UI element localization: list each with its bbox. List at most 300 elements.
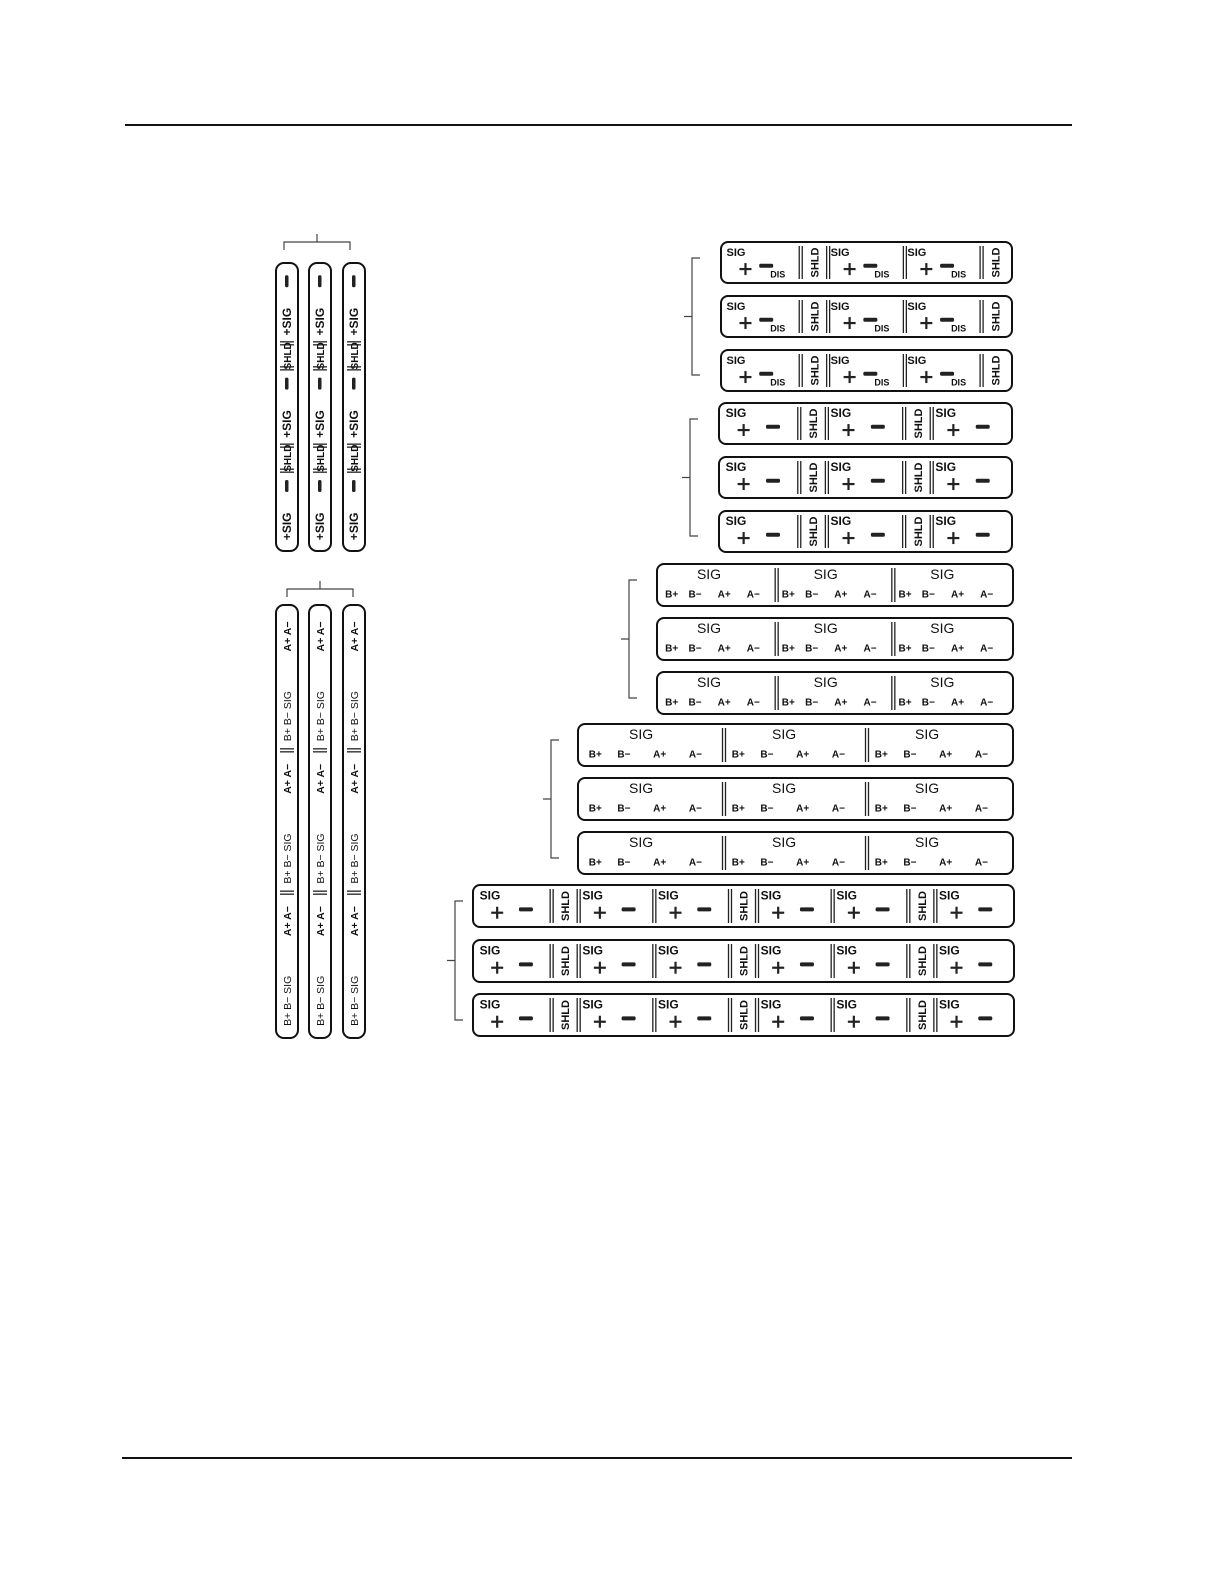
terminal-a-plus-label: A+ xyxy=(834,589,848,601)
sig-label: SIG xyxy=(760,888,782,903)
sig-label: +SIG xyxy=(313,512,327,541)
minus-icon xyxy=(766,425,780,429)
shield-section xyxy=(808,462,820,492)
shield-section xyxy=(913,516,925,546)
top-left-bracket xyxy=(284,234,350,250)
sig-label: SIG xyxy=(479,943,501,958)
terminal-b-plus-label: B+ xyxy=(781,697,795,709)
a-terminals-label: A+ A− xyxy=(349,621,361,652)
strip-outline xyxy=(343,605,365,1038)
a-terminals-label: A+ A− xyxy=(282,906,294,937)
terminal-a-minus-label: A− xyxy=(831,749,845,761)
terminal-strip-wide_sig_shld-4-0 xyxy=(473,885,1014,927)
sig-label: SIG xyxy=(930,620,955,637)
strip-outline xyxy=(309,263,331,551)
sig-label: SIG xyxy=(725,459,747,474)
terminal-b-plus-label: B+ xyxy=(898,589,912,601)
minus-icon xyxy=(871,425,885,429)
sig-label: SIG xyxy=(914,726,940,743)
sig-label: SIG xyxy=(813,620,838,637)
sig-label: SIG xyxy=(813,674,838,691)
terminal-a-plus-label: A+ xyxy=(717,589,731,601)
shld-label: SHLD xyxy=(316,342,327,370)
sig-label: +SIG xyxy=(280,307,294,336)
minus-icon xyxy=(285,378,289,390)
minus-icon xyxy=(352,480,356,492)
sig-label: SIG xyxy=(760,943,782,958)
minus-icon xyxy=(318,480,322,492)
terminal-a-minus-label: A− xyxy=(974,857,988,869)
sig-label: SIG xyxy=(726,246,746,259)
shld-label: SHLD xyxy=(809,301,822,332)
shld-label: SHLD xyxy=(808,516,821,547)
sig-label: SIG xyxy=(628,726,654,743)
shield-section xyxy=(917,1000,929,1030)
terminal-b-plus-label: B+ xyxy=(874,857,888,869)
shld-label: SHLD xyxy=(809,355,822,386)
sig-label: SIG xyxy=(830,246,850,259)
terminal-a-plus-label: A+ xyxy=(653,857,667,869)
shield-section xyxy=(283,342,294,369)
sig-label: SIG xyxy=(939,997,960,1012)
terminal-b-minus-label: B− xyxy=(617,857,631,869)
vertical-strip-top_group-1 xyxy=(309,263,331,551)
minus-icon xyxy=(976,533,990,537)
terminal-strip-quad_a-2-2 xyxy=(657,672,1013,714)
terminal-b-minus-label: B− xyxy=(921,697,935,709)
terminal-b-plus-label: B+ xyxy=(898,697,912,709)
sig-label: SIG xyxy=(935,405,957,420)
terminal-b-plus-label: B+ xyxy=(874,749,888,761)
sig-label: SIG xyxy=(657,997,679,1012)
minus-icon xyxy=(863,264,877,268)
strip-outline xyxy=(721,350,1012,391)
terminal-a-minus-label: A− xyxy=(863,643,877,655)
terminal-b-minus-label: B− xyxy=(921,589,935,601)
terminal-b-plus-label: B+ xyxy=(665,589,679,601)
group-bracket-4 xyxy=(447,901,463,1020)
shld-label: SHLD xyxy=(916,1000,929,1030)
terminal-a-minus-label: A− xyxy=(831,857,845,869)
terminal-a-minus-label: A− xyxy=(863,589,877,601)
terminal-strip-wide_sig_shld-4-1 xyxy=(473,940,1014,982)
minus-icon xyxy=(863,372,877,376)
shield-section xyxy=(990,247,1002,277)
terminal-b-plus-label: B+ xyxy=(588,803,602,815)
strip-outline xyxy=(276,263,298,551)
shield-section xyxy=(917,946,929,976)
terminal-a-minus-label: A− xyxy=(974,749,988,761)
vertical-strip-top_group-0 xyxy=(276,263,298,551)
terminal-a-minus-label: A− xyxy=(688,749,702,761)
vertical-strip-bottom_group-1 xyxy=(309,605,331,1038)
sig-label: B+ B− SIG xyxy=(282,833,294,884)
minus-icon xyxy=(759,318,773,322)
shield-section xyxy=(560,891,572,921)
shield-section xyxy=(316,342,327,369)
dis-label: DIS xyxy=(951,269,967,280)
sig-label: +SIG xyxy=(313,307,327,336)
minus-icon xyxy=(766,533,780,537)
terminal-a-plus-label: A+ xyxy=(834,643,848,655)
minus-icon xyxy=(976,479,990,483)
sig-label: SIG xyxy=(726,354,746,367)
minus-icon xyxy=(519,907,533,911)
terminal-strip-sig_shld-1-0 xyxy=(719,403,1012,444)
strip-outline xyxy=(721,296,1012,337)
shld-label: SHLD xyxy=(912,462,925,493)
dis-label: DIS xyxy=(951,377,967,388)
terminal-b-minus-label: B− xyxy=(805,589,819,601)
shield-section xyxy=(809,301,821,331)
terminal-strip-sig_shld-1-2 xyxy=(719,511,1012,552)
minus-icon xyxy=(876,1016,890,1020)
sig-label: B+ B− SIG xyxy=(315,691,327,742)
a-terminals-label: A+ A− xyxy=(349,763,361,794)
strip-outline xyxy=(719,403,1012,444)
sig-label: SIG xyxy=(628,834,654,851)
minus-icon xyxy=(976,425,990,429)
bottom-left-bracket xyxy=(287,581,353,597)
sig-label: SIG xyxy=(725,513,747,528)
sig-label: SIG xyxy=(479,888,501,903)
minus-icon xyxy=(519,1016,533,1020)
terminal-strip-quad_a-3-2 xyxy=(578,832,1013,874)
terminal-a-minus-label: A− xyxy=(831,803,845,815)
a-terminals-label: A+ A− xyxy=(315,763,327,794)
terminal-strip-quad_a-2-1 xyxy=(657,618,1013,660)
sig-label: SIG xyxy=(725,405,747,420)
terminal-a-plus-label: A+ xyxy=(796,749,810,761)
shld-label: SHLD xyxy=(990,355,1003,386)
shield-section xyxy=(560,1000,572,1030)
sig-label: SIG xyxy=(771,780,797,797)
terminal-b-minus-label: B− xyxy=(688,697,702,709)
terminal-a-minus-label: A− xyxy=(746,643,760,655)
shield-section xyxy=(808,516,820,546)
terminal-b-plus-label: B+ xyxy=(874,803,888,815)
terminal-b-minus-label: B− xyxy=(617,749,631,761)
shld-label: SHLD xyxy=(560,946,573,976)
sig-label: SIG xyxy=(830,300,850,313)
terminal-b-plus-label: B+ xyxy=(588,857,602,869)
terminal-a-plus-label: A+ xyxy=(939,749,953,761)
sig-label: SIG xyxy=(914,780,940,797)
sig-label: SIG xyxy=(907,246,927,259)
sig-label: SIG xyxy=(657,943,679,958)
shield-section xyxy=(739,1000,751,1030)
shld-label: SHLD xyxy=(283,444,294,472)
sig-label: B+ B− SIG xyxy=(349,975,361,1026)
sig-label: SIG xyxy=(935,459,957,474)
minus-icon xyxy=(622,1016,636,1020)
terminal-a-minus-label: A− xyxy=(863,697,877,709)
terminal-b-minus-label: B− xyxy=(760,749,774,761)
shld-label: SHLD xyxy=(316,444,327,472)
terminal-a-plus-label: A+ xyxy=(653,803,667,815)
terminal-b-minus-label: B− xyxy=(688,589,702,601)
sig-label: +SIG xyxy=(280,512,294,541)
sig-label: SIG xyxy=(771,834,797,851)
group-bracket-1 xyxy=(682,419,698,536)
shield-section xyxy=(913,462,925,492)
shield-section xyxy=(913,408,925,438)
terminal-b-minus-label: B− xyxy=(760,803,774,815)
terminal-a-minus-label: A− xyxy=(974,803,988,815)
shld-label: SHLD xyxy=(738,891,751,921)
sig-label: +SIG xyxy=(347,512,361,541)
dis-label: DIS xyxy=(874,323,890,334)
sig-label: SIG xyxy=(657,888,679,903)
sig-label: SIG xyxy=(907,300,927,313)
group-bracket-2 xyxy=(621,580,637,698)
terminal-strip-sig_shld-1-1 xyxy=(719,457,1012,498)
minus-icon xyxy=(940,372,954,376)
sig-label: B+ B− SIG xyxy=(282,975,294,1026)
terminal-strip-sig_dis_shld-0-0 xyxy=(721,242,1012,283)
shld-label: SHLD xyxy=(809,247,822,278)
minus-icon xyxy=(285,480,289,492)
terminal-strip-quad_a-3-0 xyxy=(578,724,1013,766)
sig-label: +SIG xyxy=(347,307,361,336)
minus-icon xyxy=(876,962,890,966)
shld-label: SHLD xyxy=(990,247,1003,278)
dis-label: DIS xyxy=(770,377,786,388)
minus-icon xyxy=(519,962,533,966)
shld-label: SHLD xyxy=(738,1000,751,1030)
minus-icon xyxy=(697,1016,711,1020)
terminal-a-minus-label: A− xyxy=(746,589,760,601)
terminal-a-plus-label: A+ xyxy=(796,803,810,815)
sig-label: B+ B− SIG xyxy=(315,833,327,884)
terminal-a-plus-label: A+ xyxy=(834,697,848,709)
terminal-a-plus-label: A+ xyxy=(950,643,965,655)
a-terminals-label: A+ A− xyxy=(315,621,327,652)
sig-label: SIG xyxy=(696,566,722,583)
minus-icon xyxy=(766,479,780,483)
terminal-b-minus-label: B− xyxy=(903,803,917,815)
terminal-a-plus-label: A+ xyxy=(950,697,965,709)
terminal-a-plus-label: A+ xyxy=(717,643,731,655)
terminal-a-minus-label: A− xyxy=(980,589,994,601)
sig-label: SIG xyxy=(771,726,797,743)
dis-label: DIS xyxy=(770,269,786,280)
terminal-b-minus-label: B− xyxy=(805,697,819,709)
dis-label: DIS xyxy=(874,269,890,280)
terminal-b-minus-label: B− xyxy=(688,643,702,655)
sig-label: SIG xyxy=(813,566,838,583)
shield-section xyxy=(990,301,1002,331)
terminal-a-minus-label: A− xyxy=(980,697,994,709)
terminal-b-plus-label: B+ xyxy=(731,749,745,761)
strip-outline xyxy=(719,457,1012,498)
terminal-b-minus-label: B− xyxy=(760,857,774,869)
sig-label: SIG xyxy=(836,997,858,1012)
group-bracket-0 xyxy=(684,258,700,375)
minus-icon xyxy=(978,962,992,966)
sig-label: SIG xyxy=(930,674,955,691)
strip-outline xyxy=(343,263,365,551)
strip-outline xyxy=(719,511,1012,552)
minus-icon xyxy=(940,318,954,322)
minus-icon xyxy=(940,264,954,268)
shield-section xyxy=(917,891,929,921)
shld-label: SHLD xyxy=(350,444,361,472)
sig-label: SIG xyxy=(582,943,604,958)
shld-label: SHLD xyxy=(990,301,1003,332)
shield-section xyxy=(350,342,361,369)
shield-section xyxy=(808,408,820,438)
minus-icon xyxy=(871,479,885,483)
sig-label: SIG xyxy=(914,834,940,851)
minus-icon xyxy=(871,533,885,537)
sig-label: B+ B− SIG xyxy=(282,691,294,742)
minus-icon xyxy=(978,907,992,911)
terminal-b-plus-label: B+ xyxy=(781,589,795,601)
shield-section xyxy=(990,355,1002,385)
sig-label: SIG xyxy=(830,513,852,528)
terminal-a-plus-label: A+ xyxy=(653,749,667,761)
terminal-strip-sig_dis_shld-0-2 xyxy=(721,350,1012,391)
vertical-strip-bottom_group-0 xyxy=(276,605,298,1038)
shld-label: SHLD xyxy=(808,462,821,493)
sig-label: SIG xyxy=(907,354,927,367)
a-terminals-label: A+ A− xyxy=(349,906,361,937)
dis-label: DIS xyxy=(874,377,890,388)
minus-icon xyxy=(759,264,773,268)
terminal-b-plus-label: B+ xyxy=(731,857,745,869)
sig-label: SIG xyxy=(582,997,604,1012)
sig-label: B+ B− SIG xyxy=(315,975,327,1026)
shield-section xyxy=(809,247,821,277)
terminal-b-minus-label: B− xyxy=(617,803,631,815)
sig-label: SIG xyxy=(836,888,858,903)
vertical-strip-bottom_group-2 xyxy=(343,605,365,1038)
shld-label: SHLD xyxy=(916,891,929,921)
terminal-a-plus-label: A+ xyxy=(939,803,953,815)
terminal-b-plus-label: B+ xyxy=(898,643,912,655)
sig-label: SIG xyxy=(930,566,955,583)
shld-label: SHLD xyxy=(283,342,294,370)
sig-label: SIG xyxy=(830,459,852,474)
minus-icon xyxy=(863,318,877,322)
sig-label: SIG xyxy=(696,620,722,637)
terminal-strip-wide_sig_shld-4-2 xyxy=(473,994,1014,1036)
shld-label: SHLD xyxy=(350,342,361,370)
terminal-a-plus-label: A+ xyxy=(939,857,953,869)
minus-icon xyxy=(697,962,711,966)
shield-section xyxy=(809,355,821,385)
shield-section xyxy=(560,946,572,976)
minus-icon xyxy=(352,275,356,287)
shld-label: SHLD xyxy=(912,408,925,439)
sig-label: +SIG xyxy=(347,410,361,438)
strip-outline xyxy=(721,242,1012,283)
terminal-strip-quad_a-3-1 xyxy=(578,778,1013,820)
sig-label: SIG xyxy=(836,943,858,958)
minus-icon xyxy=(759,372,773,376)
sig-label: SIG xyxy=(696,674,722,691)
shld-label: SHLD xyxy=(912,516,925,547)
shld-label: SHLD xyxy=(808,408,821,439)
sig-label: SIG xyxy=(760,997,782,1012)
sig-label: SIG xyxy=(939,943,960,958)
terminal-b-plus-label: B+ xyxy=(588,749,602,761)
dis-label: DIS xyxy=(770,323,786,334)
terminal-b-minus-label: B− xyxy=(903,749,917,761)
sig-label: SIG xyxy=(830,405,852,420)
terminal-a-plus-label: A+ xyxy=(950,589,965,601)
a-terminals-label: A+ A− xyxy=(315,906,327,937)
shield-section xyxy=(739,891,751,921)
sig-label: SIG xyxy=(830,354,850,367)
sig-label: +SIG xyxy=(313,410,327,438)
a-terminals-label: A+ A− xyxy=(282,621,294,652)
sig-label: SIG xyxy=(935,513,957,528)
shld-label: SHLD xyxy=(560,1000,573,1030)
terminal-b-plus-label: B+ xyxy=(731,803,745,815)
minus-icon xyxy=(800,1016,814,1020)
minus-icon xyxy=(800,907,814,911)
terminal-a-minus-label: A− xyxy=(980,643,994,655)
terminal-b-minus-label: B− xyxy=(903,857,917,869)
sig-label: B+ B− SIG xyxy=(349,691,361,742)
terminal-a-plus-label: A+ xyxy=(717,697,731,709)
sig-label: SIG xyxy=(479,997,501,1012)
minus-icon xyxy=(285,275,289,287)
terminal-a-plus-label: A+ xyxy=(796,857,810,869)
sig-label: SIG xyxy=(582,888,604,903)
minus-icon xyxy=(697,907,711,911)
terminal-b-plus-label: B+ xyxy=(665,643,679,655)
shld-label: SHLD xyxy=(916,946,929,976)
sig-label: SIG xyxy=(939,888,960,903)
strip-outline xyxy=(276,605,298,1038)
shield-section xyxy=(316,445,327,472)
dis-label: DIS xyxy=(951,323,967,334)
terminal-b-plus-label: B+ xyxy=(781,643,795,655)
a-terminals-label: A+ A− xyxy=(282,763,294,794)
shield-section xyxy=(350,445,361,472)
vertical-strip-top_group-2 xyxy=(343,263,365,551)
terminal-strip-quad_a-2-0 xyxy=(657,564,1013,606)
terminal-b-minus-label: B− xyxy=(805,643,819,655)
group-bracket-3 xyxy=(543,740,559,858)
minus-icon xyxy=(622,907,636,911)
minus-icon xyxy=(876,907,890,911)
terminal-a-minus-label: A− xyxy=(746,697,760,709)
terminal-a-minus-label: A− xyxy=(688,857,702,869)
terminal-strip-sig_dis_shld-0-1 xyxy=(721,296,1012,337)
minus-icon xyxy=(800,962,814,966)
terminal-b-plus-label: B+ xyxy=(665,697,679,709)
terminal-b-minus-label: B− xyxy=(921,643,935,655)
strip-outline xyxy=(309,605,331,1038)
minus-icon xyxy=(318,378,322,390)
shield-section xyxy=(739,946,751,976)
minus-icon xyxy=(978,1016,992,1020)
shld-label: SHLD xyxy=(560,891,573,921)
shield-section xyxy=(283,445,294,472)
sig-label: SIG xyxy=(628,780,654,797)
sig-label: +SIG xyxy=(280,410,294,438)
shld-label: SHLD xyxy=(738,946,751,976)
minus-icon xyxy=(352,378,356,390)
terminal-a-minus-label: A− xyxy=(688,803,702,815)
minus-icon xyxy=(318,275,322,287)
minus-icon xyxy=(622,962,636,966)
sig-label: B+ B− SIG xyxy=(349,833,361,884)
